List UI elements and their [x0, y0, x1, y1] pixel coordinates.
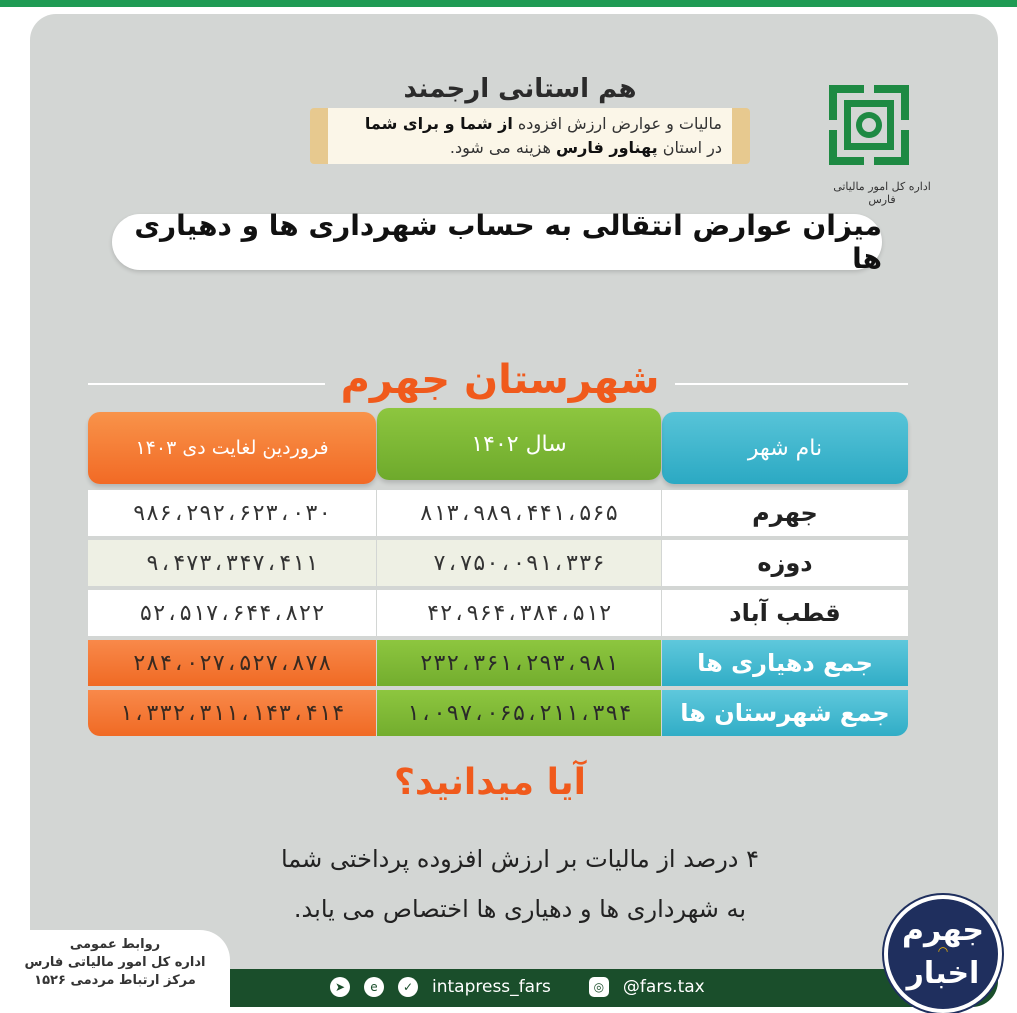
table-row — [88, 540, 908, 588]
sum-row-label: جمع شهرستان ها — [662, 690, 908, 736]
fact-text — [200, 834, 840, 934]
check-icon[interactable]: ✓ — [398, 977, 418, 997]
table-row — [88, 590, 908, 638]
row-value-1403: ۵۲،۵۱۷،۶۴۴،۸۲۲ — [88, 590, 376, 636]
slogan-line-2-bold: پهناور فارس — [556, 138, 658, 157]
instagram-icon[interactable]: ◎ — [589, 977, 609, 997]
badge-line-2: اخبار — [906, 956, 980, 991]
header-city-name: نام شهر — [662, 412, 908, 484]
slogan-block — [310, 74, 750, 164]
fact-line-2: به شهرداری ها و دهیاری ها اختصاص می یابد. — [293, 895, 747, 923]
public-relations-box — [0, 930, 230, 1013]
slogan-line-1-bold: از شما و برای شما — [364, 114, 513, 133]
slogan-line-2-post: هزینه می شود. — [449, 138, 551, 157]
row-value-1402: ۷،۷۵۰،۰۹۱،۳۳۶ — [377, 540, 661, 586]
slogan-line-1 — [338, 112, 722, 136]
infographic-card — [30, 14, 998, 1007]
row-city-name: قطب آباد — [662, 590, 908, 636]
logo-emblem-icon — [824, 80, 914, 170]
row-value-1402: ۸۱۳،۹۸۹،۴۴۱،۵۶۵ — [377, 490, 661, 536]
social-handle-instagram[interactable]: @fars.tax — [622, 977, 705, 997]
wifi-icon: ◠ — [938, 944, 948, 958]
slogan-heading: هم استانی ارجمند — [403, 74, 637, 104]
fact-line-1: ۴ درصد از مالیات بر ارزش افزوده پرداختی شما — [280, 845, 760, 873]
sum-value-1403: ۱،۳۳۲،۳۱۱،۱۴۳،۴۱۴ — [88, 690, 376, 736]
sum-value-1402: ۲۳۲،۳۶۱،۲۹۳،۹۸۱ — [377, 640, 661, 686]
header-year-1403: فروردین لغایت دی ۱۴۰۳ — [88, 412, 376, 484]
slogan-line-2-pre: در استان — [662, 138, 722, 157]
table-row — [88, 490, 908, 538]
row-city-name: دوزه — [662, 540, 908, 586]
top-accent-bar — [0, 0, 1017, 7]
pr-line-3: مرکز ارتباط مردمی ۱۵۲۶ — [34, 973, 196, 988]
pr-line-1: روابط عمومی — [69, 937, 161, 952]
sum-value-1403: ۲۸۴،۰۲۷،۵۲۷،۸۷۸ — [88, 640, 376, 686]
row-city-name: جهرم — [662, 490, 908, 536]
row-value-1403: ۹۸۶،۲۹۲،۶۲۳،۰۳۰ — [88, 490, 376, 536]
social-handle-telegram[interactable]: intapress_fars — [432, 977, 551, 997]
main-title-banner: میزان عوارض انتقالی به حساب شهرداری ها و دهیاری ها — [112, 214, 882, 270]
eitaa-icon[interactable]: e — [364, 977, 384, 997]
sum-row — [88, 640, 908, 688]
sum-row-label: جمع دهیاری ها — [662, 640, 908, 686]
social-links — [330, 977, 705, 997]
badge-line-1: جهرم — [901, 913, 985, 948]
tax-office-logo — [822, 80, 942, 210]
county-title: شهرستان جهرم — [325, 352, 675, 408]
telegram-icon[interactable]: ➤ — [330, 977, 350, 997]
pr-line-2: اداره کل امور مالیاتی فارس — [24, 955, 206, 970]
logo-caption: اداره کل امور مالیاتی فارس — [833, 180, 931, 206]
slogan-line-2 — [338, 136, 722, 160]
slogan-line-1-text: مالیات و عوارض ارزش افزوده — [517, 114, 722, 133]
header-year-1402: سال ۱۴۰۲ — [377, 408, 661, 480]
row-value-1402: ۴۲،۹۶۴،۳۸۴،۵۱۲ — [377, 590, 661, 636]
row-value-1403: ۹،۴۷۳،۳۴۷،۴۱۱ — [88, 540, 376, 586]
sum-value-1402: ۱،۰۹۷،۰۶۵،۲۱۱،۳۹۴ — [377, 690, 661, 736]
jahrom-news-badge — [884, 895, 1002, 1013]
sum-row — [88, 690, 908, 738]
slogan-box — [310, 108, 750, 164]
did-you-know-heading: آیا میدانید؟ — [394, 762, 586, 803]
